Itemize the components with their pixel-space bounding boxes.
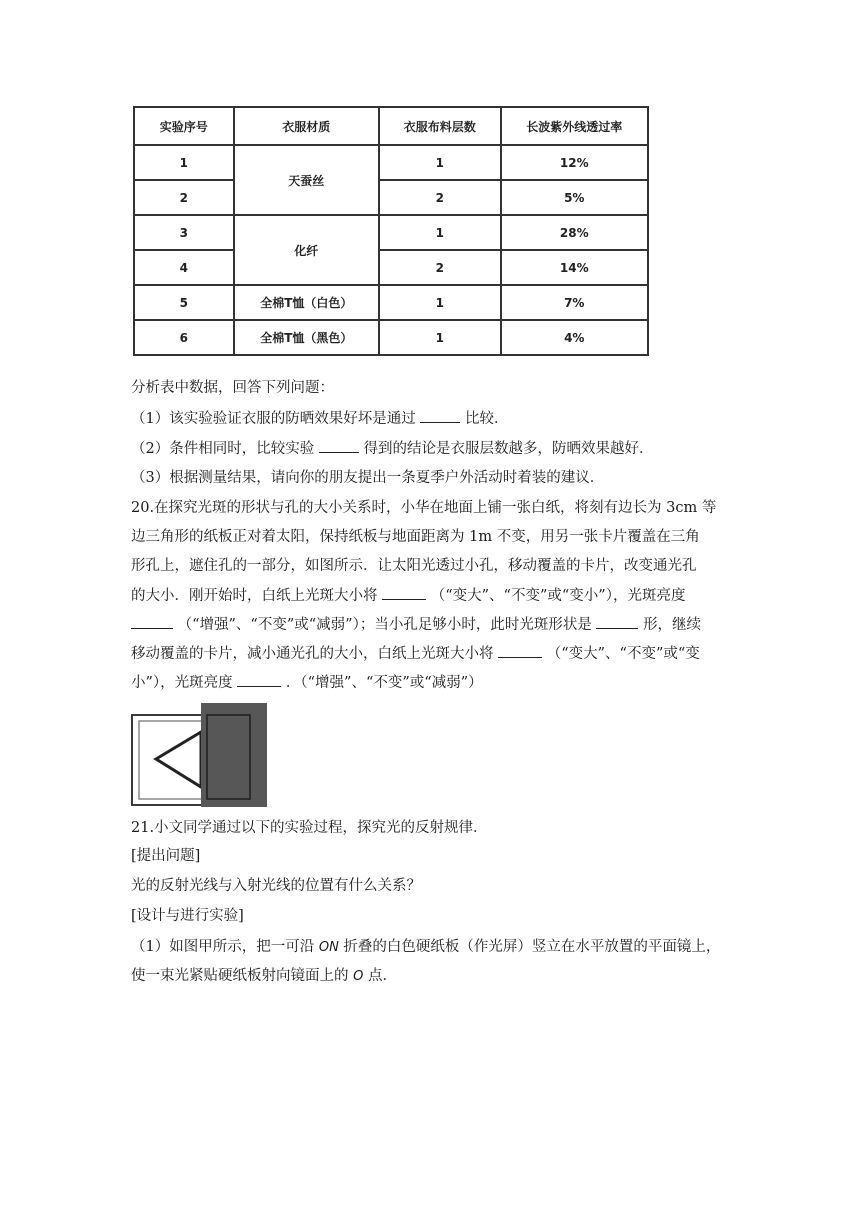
answer-blank [498,643,542,658]
table-row [134,215,648,250]
problem-20-text: （“变大”、“不变”或“变小”），光斑亮度 [430,588,686,604]
problem-20-line [131,614,701,635]
answer-blank [382,585,426,600]
problem-21-italic: O [353,969,364,984]
problem-20-line [131,643,700,664]
table-cell: 14% [501,250,648,285]
q1-text-b: 比较． [464,411,509,427]
answer-blank [420,408,460,423]
problem-20-line: 形孔上，遮住孔的一部分，如图所示．让太阳光透过小孔，移动覆盖的卡片，改变通光孔 [131,558,697,574]
table-header-cell: 长波紫外线透过率 [501,107,648,145]
table-cell: 5% [501,180,648,215]
problem-21-line: 光的反射光线与入射光线的位置有什么关系？ [131,878,421,894]
problem-20-line: 20.在探究光斑的形状与孔的大小关系时，小华在地面上铺一张白纸，将刻有边长为 3cm 等 [131,500,717,516]
problem-20-text: （“变大”、“不变”或“变 [546,646,700,662]
table-cell: 12% [501,145,648,180]
question-2 [131,438,653,459]
table-cell: 1 [379,215,500,250]
table-cell: 1 [379,145,500,180]
table-cell: 4% [501,320,648,355]
table-cell: 化纤 [234,215,379,285]
table-header-cell: 实验序号 [134,107,234,145]
analysis-prompt: 分析表中数据，回答下列问题： [131,380,334,396]
answer-blank [237,672,281,687]
problem-21-line [131,966,397,987]
table-row [134,250,648,285]
table-cell: 2 [134,180,234,215]
table-cell: 7% [501,285,648,320]
problem-20-text: 小”），光斑亮度 [131,675,233,691]
problem-20-text: 形，继续 [643,617,702,633]
question-3: （3）根据测量结果，请向你的朋友提出一条夏季户外活动时着装的建议． [131,470,605,486]
problem-21-text: 点． [367,968,397,984]
table-header-row [134,107,648,145]
q1-text-a: （1）该实验验证衣服的防晒效果好坏是通过 [131,411,416,427]
table-cell: 1 [134,145,234,180]
table-header-cell: 衣服布料层数 [379,107,500,145]
triangle-aperture-figure [131,702,268,807]
problem-21-line: [设计与进行实验] [131,908,244,924]
table-cell: 28% [501,215,648,250]
problem-20-line: 边三角形的纸板正对着太阳，保持纸板与地面距离为 1m 不变，用另一张卡片覆盖在三角 [131,529,700,545]
data-table [133,106,649,356]
problem-21-line [131,937,720,958]
problem-21-italic: ON [318,940,339,955]
q2-text-b: 得到的结论是衣服层数越多，防晒效果越好． [363,441,654,457]
problem-20-text: （“增强”、“不变”或“减弱”）；当小孔足够小时，此时光斑形状是 [177,617,592,633]
table-row [134,145,648,180]
answer-blank [596,614,638,629]
q2-text-a: （2）条件相同时，比较实验 [131,441,315,457]
problem-20-text: ．（“增强”、“不变”或“减弱”） [285,675,483,691]
table-header-cell: 衣服材质 [234,107,379,145]
table-cell: 天蚕丝 [234,145,379,215]
answer-blank [319,438,359,453]
answer-blank [131,614,173,629]
problem-21-line: [提出问题] [131,848,201,864]
problem-21-text: 折叠的白色硬纸板（作光屏）竖立在水平放置的平面镜上， [343,939,721,955]
table-row [134,285,648,320]
problem-20-line [131,585,685,606]
table-cell: 全棉T恤（白色） [234,285,379,320]
problem-21-line: 21.小文同学通过以下的实验过程，探究光的反射规律． [131,820,488,836]
table-cell: 1 [379,320,500,355]
problem-21-text: 使一束光紧贴硬纸板射向镜面上的 [131,968,349,984]
problem-20-text: 移动覆盖的卡片，减小通光孔的大小，白纸上光斑大小将 [131,646,494,662]
table-cell: 2 [379,250,500,285]
table-row [134,180,648,215]
cover-card [201,703,267,807]
table-cell: 1 [379,285,500,320]
table-cell: 3 [134,215,234,250]
problem-20-text: 的大小．刚开始时，白纸上光斑大小将 [131,588,378,604]
table-cell: 2 [379,180,500,215]
table-cell: 6 [134,320,234,355]
table-cell: 5 [134,285,234,320]
table-row [134,320,648,355]
table-cell: 4 [134,250,234,285]
problem-20-line [131,672,483,693]
table-cell: 全棉T恤（黑色） [234,320,379,355]
question-1 [131,408,508,429]
problem-21-text: （1）如图甲所示，把一可沿 [131,939,315,955]
